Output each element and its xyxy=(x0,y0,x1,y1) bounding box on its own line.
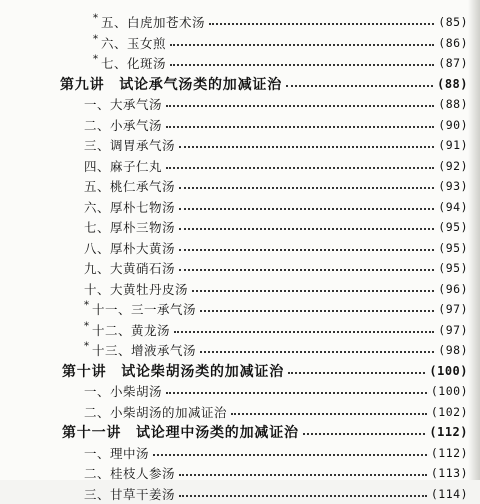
page-number: (96) xyxy=(438,281,468,296)
toc-item-row xyxy=(0,340,468,360)
toc-item-row xyxy=(0,402,468,422)
title-text: 七、厚朴三物汤 xyxy=(84,220,176,235)
toc-item-row xyxy=(0,156,468,176)
title-text: 五、桃仁承气汤 xyxy=(84,179,176,194)
section-title xyxy=(84,259,175,277)
page-number: (95) xyxy=(438,220,468,234)
title-text: 第九讲 试论承气汤类的加减证治 xyxy=(60,76,282,93)
page-number: (113) xyxy=(430,466,468,480)
section-title xyxy=(84,341,196,359)
asterisk-mark: * xyxy=(93,13,99,24)
toc-item-row xyxy=(0,279,468,299)
title-text: 二、小承气汤 xyxy=(84,117,163,133)
section-title xyxy=(93,34,166,52)
dot-leader xyxy=(286,85,433,87)
page-number: (86) xyxy=(438,35,468,50)
toc-item-row xyxy=(0,197,468,217)
page-edge-shadow xyxy=(468,0,480,480)
page-number: (93) xyxy=(438,179,468,193)
toc-item-row xyxy=(0,115,468,135)
section-title xyxy=(84,403,227,421)
page-number: (92) xyxy=(438,158,468,173)
chapter-title xyxy=(62,361,284,381)
page-number: (97) xyxy=(438,322,468,337)
toc-item-row xyxy=(0,53,468,73)
title-text: 六、玉女煎 xyxy=(101,35,167,51)
page-number: (88) xyxy=(437,76,468,91)
dot-leader xyxy=(200,351,434,353)
section-title xyxy=(84,382,162,400)
toc-item-row xyxy=(0,320,468,340)
page-number: (100) xyxy=(429,363,468,378)
chapter-title xyxy=(62,422,299,442)
section-title xyxy=(84,444,149,462)
page-number: (102) xyxy=(430,404,468,419)
section-title xyxy=(84,198,175,216)
toc-chapter-row xyxy=(0,361,468,381)
section-title xyxy=(84,300,196,318)
toc-item-row xyxy=(0,94,468,114)
dot-leader xyxy=(179,187,434,189)
dot-leader xyxy=(200,310,434,312)
dot-leader xyxy=(288,372,425,374)
title-text: 八、厚朴大黄汤 xyxy=(84,240,176,256)
title-text: 十二、黄龙汤 xyxy=(92,322,171,338)
section-title xyxy=(84,116,162,134)
section-title xyxy=(84,177,175,195)
section-title xyxy=(84,464,175,482)
chapter-title xyxy=(60,74,282,94)
title-text: 十一、三一承气汤 xyxy=(92,302,197,317)
toc-item-row xyxy=(0,176,468,196)
title-text: 四、麻子仁丸 xyxy=(84,158,163,174)
page-number: (97) xyxy=(438,302,468,316)
title-text: 第十一讲 试论理中汤类的加减证治 xyxy=(62,425,299,441)
toc-item-row xyxy=(0,258,468,278)
asterisk-mark: * xyxy=(93,54,99,65)
toc-item-row xyxy=(0,381,468,401)
toc-item-row xyxy=(0,484,468,504)
section-title xyxy=(84,157,162,175)
asterisk-mark: * xyxy=(84,320,90,332)
section-title xyxy=(84,321,170,339)
title-text: 一、小柴胡汤 xyxy=(84,384,163,399)
dot-leader xyxy=(179,269,434,271)
page-number: (95) xyxy=(438,261,468,275)
toc-item-row xyxy=(0,12,468,32)
title-text: 二、桂枝人参汤 xyxy=(84,466,176,481)
dot-leader xyxy=(179,208,434,210)
page-number: (85) xyxy=(438,15,468,29)
page-number: (94) xyxy=(438,199,468,214)
dot-leader xyxy=(303,433,426,435)
section-title xyxy=(84,280,188,298)
dot-leader xyxy=(166,105,434,107)
dot-leader xyxy=(170,44,434,46)
toc-item-row xyxy=(0,463,468,483)
title-text: 三、甘草干姜汤 xyxy=(84,486,176,502)
dot-leader xyxy=(166,392,427,394)
title-text: 一、大承气汤 xyxy=(84,97,163,112)
dot-leader xyxy=(179,146,434,148)
toc-item-row xyxy=(0,238,468,258)
dot-leader xyxy=(174,331,434,333)
toc-chapter-row xyxy=(0,422,468,442)
toc-item-row xyxy=(0,217,468,237)
page-number: (112) xyxy=(430,445,468,460)
toc-item-row xyxy=(0,135,468,155)
toc-item-row xyxy=(0,299,468,319)
page-number: (87) xyxy=(438,56,468,70)
dot-leader xyxy=(166,167,434,169)
asterisk-mark: * xyxy=(84,300,90,311)
dot-leader xyxy=(179,474,427,476)
page-number: (100) xyxy=(430,384,468,398)
title-text: 一、理中汤 xyxy=(84,445,150,461)
page-number: (91) xyxy=(438,138,468,152)
title-text: 三、调胃承气汤 xyxy=(84,138,176,153)
dot-leader xyxy=(166,126,434,128)
section-title xyxy=(84,218,175,236)
title-text: 第十讲 试论柴胡汤类的加减证治 xyxy=(62,363,284,380)
page-number: (90) xyxy=(438,117,468,132)
page-number: (112) xyxy=(429,425,468,439)
page-number: (114) xyxy=(430,486,468,501)
dot-leader xyxy=(231,413,427,415)
page-number: (95) xyxy=(438,240,468,255)
section-title xyxy=(84,95,162,113)
dot-leader xyxy=(209,23,434,25)
title-text: 五、白虎加苍术汤 xyxy=(101,15,206,30)
section-title xyxy=(93,13,205,31)
title-text: 二、小柴胡汤的加减证治 xyxy=(84,404,228,420)
page-number: (88) xyxy=(438,97,468,111)
section-title xyxy=(93,54,166,72)
title-text: 六、厚朴七物汤 xyxy=(84,199,176,215)
toc-item-row xyxy=(0,33,468,53)
title-text: 九、大黄硝石汤 xyxy=(84,261,176,276)
section-title xyxy=(84,136,175,154)
toc-item-row xyxy=(0,443,468,463)
dot-leader xyxy=(153,454,427,456)
title-text: 十、大黄牡丹皮汤 xyxy=(84,281,189,297)
title-text: 七、化斑汤 xyxy=(101,56,167,71)
dot-leader xyxy=(179,249,434,251)
dot-leader xyxy=(170,64,434,66)
page-number: (98) xyxy=(438,343,468,357)
asterisk-mark: * xyxy=(84,341,90,352)
dot-leader xyxy=(179,495,427,497)
asterisk-mark: * xyxy=(93,33,99,45)
dot-leader xyxy=(192,290,434,292)
section-title xyxy=(84,485,175,503)
toc-chapter-row xyxy=(0,74,468,94)
title-text: 十三、增液承气汤 xyxy=(92,343,197,358)
dot-leader xyxy=(179,228,434,230)
section-title xyxy=(84,239,175,257)
